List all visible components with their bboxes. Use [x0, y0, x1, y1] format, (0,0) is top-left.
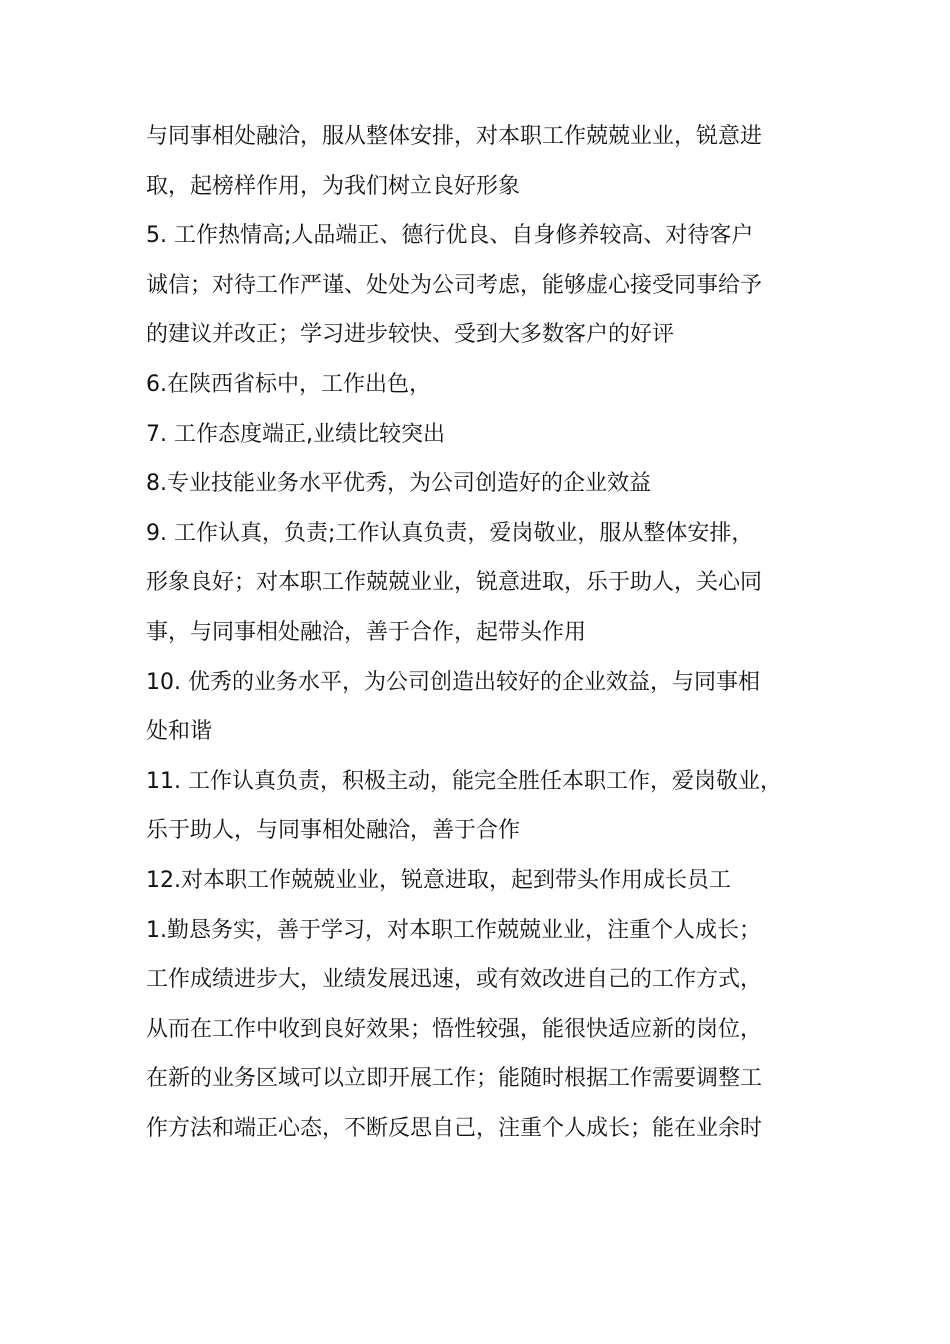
text-line: 的建议并改正；学习进步较快、受到大多数客户的好评 [146, 322, 675, 348]
text-line: 9. 工作认真，负责;工作认真负责，爱岗敬业，服从整体安排， [146, 520, 754, 546]
text-line: 乐于助人，与同事相处融洽，善于合作 [146, 818, 521, 844]
text-line: 取，起榜样作用，为我们树立良好形象 [146, 173, 521, 199]
text-line: 事，与同事相处融洽，善于合作，起带头作用 [146, 619, 587, 645]
text-line: 10. 优秀的业务水平，为公司创造出较好的企业效益，与同事相 [146, 669, 760, 695]
text-line: 在新的业务区域可以立即开展工作；能随时根据工作需要调整工 [146, 1066, 763, 1092]
text-line: 从而在工作中收到良好效果；悟性较强，能很快适应新的岗位， [146, 1016, 763, 1042]
text-line: 作方法和端正心态，不断反思自己，注重个人成长；能在业余时 [146, 1115, 763, 1141]
text-line: 7. 工作态度端正,业绩比较突出 [146, 421, 445, 447]
text-line: 形象良好；对本职工作兢兢业业，锐意进取，乐于助人，关心同 [146, 570, 763, 596]
text-line: 11. 工作认真负责，积极主动，能完全胜任本职工作，爱岗敬业， [146, 768, 782, 794]
text-line: 1.勤恳务实，善于学习，对本职工作兢兢业业，注重个人成长； [146, 917, 761, 943]
text-line: 12.对本职工作兢兢业业，锐意进取，起到带头作用成长员工 [146, 867, 731, 893]
text-line: 与同事相处融洽，服从整体安排，对本职工作兢兢业业，锐意进 [146, 124, 763, 149]
text-line: 5. 工作热情高;人品端正、德行优良、自身修养较高、对待客户 [146, 223, 754, 249]
text-line: 8.专业技能业务水平优秀，为公司创造好的企业效益 [146, 471, 651, 497]
text-line: 处和谐 [146, 719, 213, 745]
document-body [146, 112, 816, 1153]
text-line: 6.在陕西省标中，工作出色， [146, 371, 431, 397]
text-line: 工作成绩进步大，业绩发展迅速，或有效改进自己的工作方式， [146, 967, 763, 993]
text-line: 诚信；对待工作严谨、处处为公司考虑，能够虚心接受同事给予 [146, 272, 763, 298]
